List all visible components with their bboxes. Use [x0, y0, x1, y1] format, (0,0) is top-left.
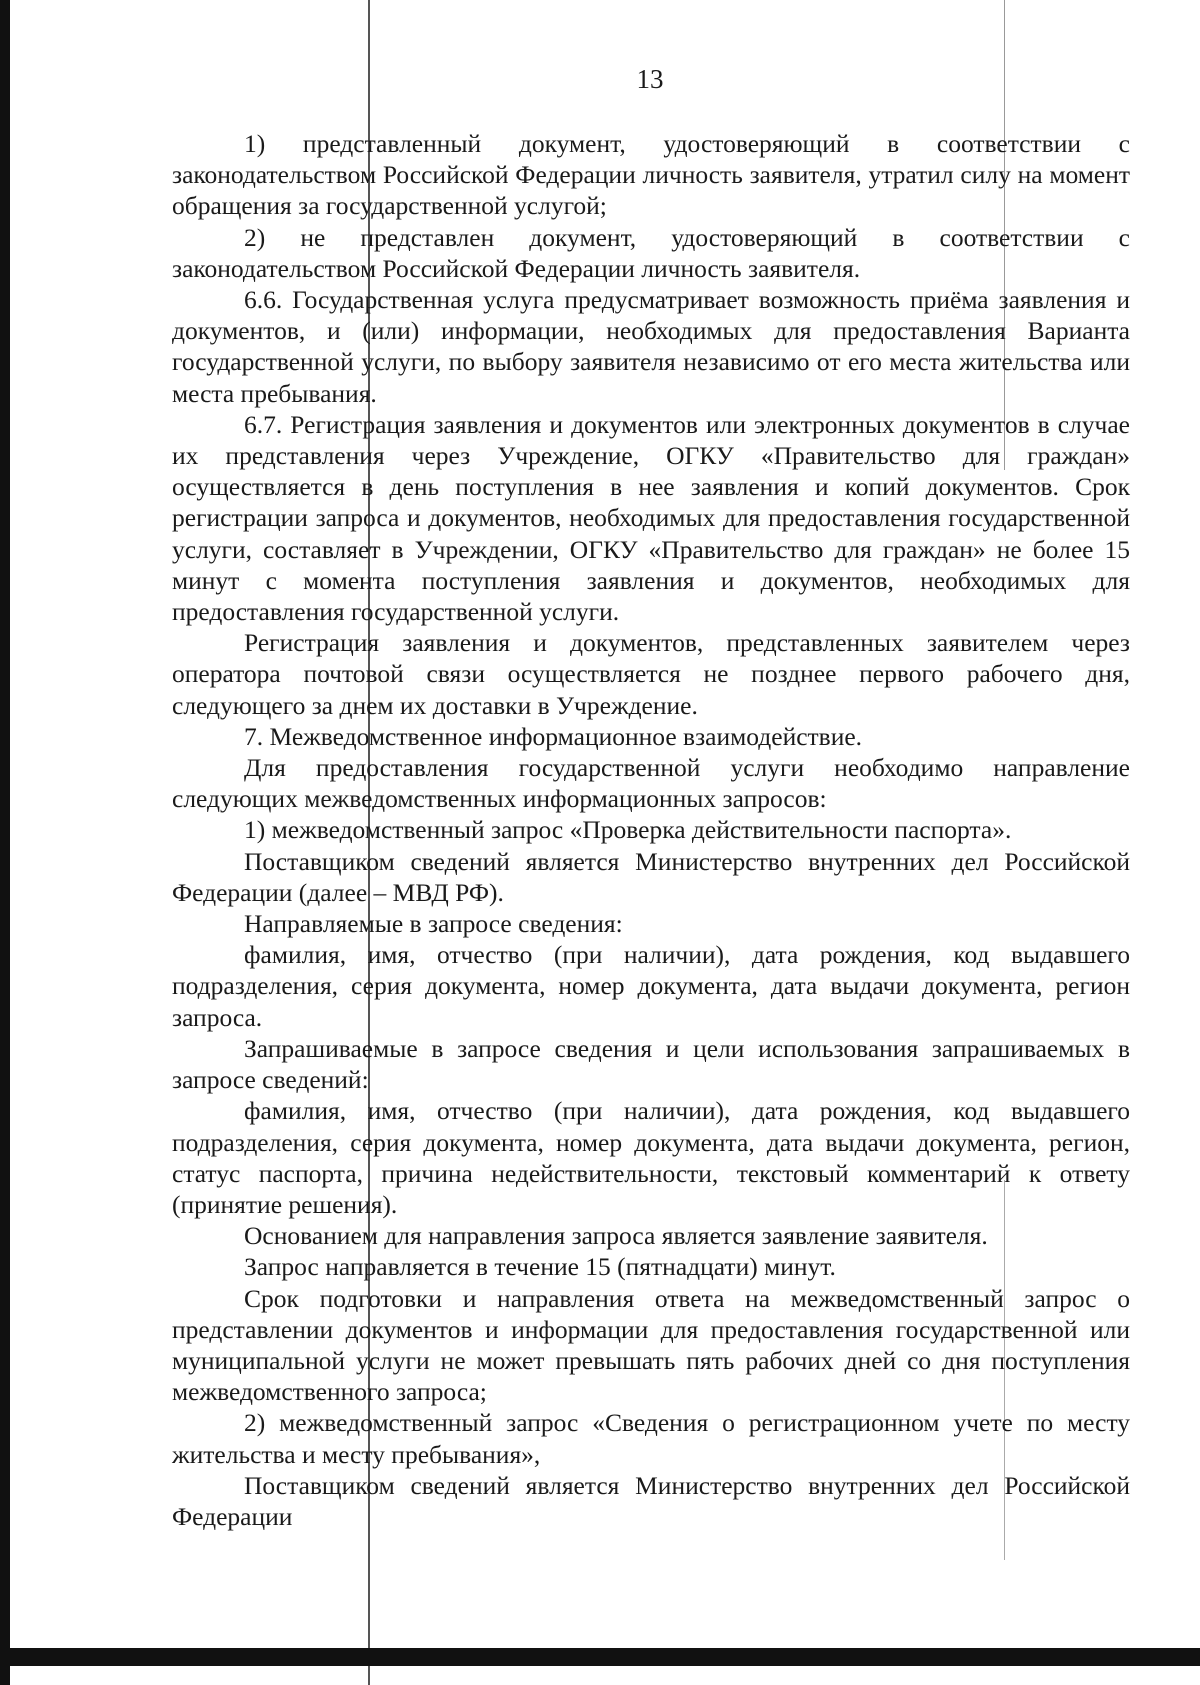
page-number: 13: [636, 64, 664, 94]
paragraph: 2) не представлен документ, удостоверяющий в соответствии с законодательством Российской Федерации личность заявителя.: [172, 222, 1130, 283]
paragraph: 6.7. Регистрация заявления и документов или электронных документов в случае их представления через Учреждение, ОГКУ «Правительство для граждан» осуществляется в день поступления в нее заявления и копий документов. Срок регистрации запроса и документов, необходимых для предоставления государственной услуги, составляет в Учреждении, ОГКУ «Правительство для граждан» не более 15 минут с момента поступления заявления и документов, необходимых для предоставления государственной услуги.: [172, 409, 1130, 627]
paragraph: Поставщиком сведений является Министерство внутренних дел Российской Федерации (далее – МВД РФ).: [172, 846, 1130, 907]
paragraph: Срок подготовки и направления ответа на межведомственный запрос о представлении документов и информации для предоставления государственной или муниципальной услуги не может превышать пять рабочих дней со дня поступления межведомственного запроса;: [172, 1283, 1130, 1407]
paragraph: фамилия, имя, отчество (при наличии), дата рождения, код выдавшего подразделения, серия документа, номер документа, дата выдачи документа, регион запроса.: [172, 940, 1130, 1032]
paragraph: Регистрация заявления и документов, представленных заявителем через оператора почтовой связи осуществляется не позднее первого рабочего дня, следующего за днем их доставки в Учреждение.: [172, 628, 1130, 720]
scan-bottom-band: [0, 1648, 1200, 1666]
paragraph: Для предоставления государственной услуги необходимо направление следующих межведомственных информационных запросов:: [172, 753, 1130, 814]
paragraph: Запрос направляется в течение 15 (пятнадцати) минут.: [244, 1252, 836, 1282]
scan-left-edge: [0, 0, 10, 1685]
paragraph: Запрашиваемые в запросе сведения и цели использования запрашиваемых в запросе сведений:: [172, 1033, 1130, 1095]
paragraph: 1) представленный документ, удостоверяющий в соответствии с законодательством Российской Федерации личность заявителя, утратил силу на момент обращения за государственной услугой;: [172, 129, 1130, 221]
paragraph: 1) межведомственный запрос «Проверка действительности паспорта».: [244, 815, 1012, 845]
paragraph: фамилия, имя, отчество (при наличии), дата рождения, код выдавшего подразделения, серия документа, номер документа, дата выдачи документа, регион, статус паспорта, причина недействительности, текстовый комментарий к ответу (принятие решения).: [172, 1096, 1130, 1219]
paragraph: Основанием для направления запроса является заявление заявителя.: [244, 1221, 988, 1251]
document-body: [172, 128, 1130, 1532]
paragraph: 2) межведомственный запрос «Сведения о регистрационном учете по месту жительства и месту пребывания»,: [172, 1408, 1130, 1469]
paragraph: 6.6. Государственная услуга предусматривает возможность приёма заявления и документов, и (или) информации, необходимых для предоставления Варианта государственной услуги, по выбору заявителя независимо от его места жительства или места пребывания.: [172, 285, 1130, 408]
paragraph: Направляемые в запросе сведения:: [244, 909, 623, 939]
paragraph: Поставщиком сведений является Министерство внутренних дел Российской Федерации: [172, 1470, 1130, 1531]
section-heading: 7. Межведомственное информационное взаимодействие.: [244, 721, 863, 751]
